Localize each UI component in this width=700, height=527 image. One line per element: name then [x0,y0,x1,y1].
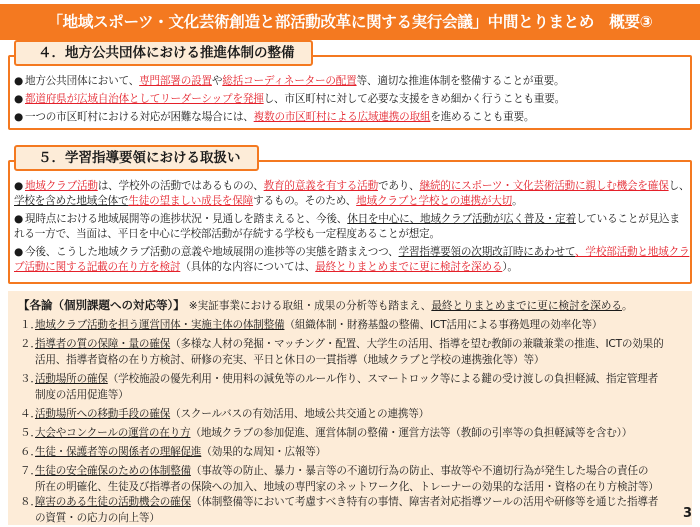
note-item-1: １．地域クラブ活動を担う運営団体・実施主体の体制整備（組織体制・財務基盤の整備、ICT活用による事務処理の効率化等） [20,319,603,331]
page-title: 「地域スポーツ・文化芸術創造と部活動改革に関する実行会議」中間とりまとめ 概要③ [0,4,700,40]
notes-panel [8,291,692,525]
note-item-6: ６．生徒・保護者等の関係者の理解促進（効果的な周知・広報等） [20,446,327,458]
page-number: 3 [682,506,692,521]
note-item-4: ４．活動場所への移動手段の確保（スクールバスの有効活用、地域公共交通との連携等） [20,408,430,420]
note-item-3: ３．活動場所の確保（学校施設の優先利用・使用料の減免等のルール作り、スマートロック等による鍵の受け渡しの負担軽減、指定管理者 制度の活用促進等） [20,373,658,401]
notes-heading: 【各論（個別課題への対応等）】 ※実証事業における取組・成果の分析等も踏まえ、最終とりまとめまでに更に検討を深める。 [18,298,633,312]
note-item-5: ５．大会やコンクールの運営の在り方（地域クラブの参加促進、運営体制の整備・運営方法等（教師の引率等の負担軽減等を含む）） [20,427,633,439]
note-item-7: ７．生徒の安全確保のための体制整備（事故等の防止、暴力・暴言等の不適切行為の防止、事故等や不適切行為が発生した場合の責任の 所在の明確化、生徒及び指導者の保険への加入、地域の専門家のネットワーク化、トレーナーの効果的な活用・資格の在り方検討等） [20,465,659,493]
s5-bullet-3: ● 今後、こうした地域クラブ活動の意義や地域展開の進捗等の実態を踏まえつつ、学習指導要領の次期改訂時にあわせて、学校部活動と地域クラブ活動に関する記載の在り方を検討（具体的な内容については、最終とりまとめまでに更に検討を深める）。 [14,246,690,273]
note-item-8: ８．障害のある生徒の活動機会の確保（体制整備等において考慮すべき特有の事情、障害者対応指導ツールの活用や研修等を通じた指導者 の資質・の応力の向上等） [20,496,659,524]
note-item-2: ２．指導者の質の保障・量の確保（多様な人材の発掘・マッチング・配置、大学生の活用、指導を望む教師の兼職兼業の推進、ICTの効果的 活用、指導者資格の在り方検討、研修の充実、平日と休日の一貫指導（地域クラブと学校の連携強化等）等） [20,338,664,366]
s5-bullet-1: ● 地域クラブ活動は、学校外の活動ではあるものの、教育的意義を有する活動であり、継続的にスポーツ・文化芸術活動に親しむ機会を確保し、学校を含めた地域全体で生徒の望ましい成長を保障するもの。そのため、地域クラブと学校との連携が大切。 [14,180,690,207]
section-4-heading: ４．地方公共団体における推進体制の整備 [14,40,313,66]
section-5-heading: ５．学習指導要領における取扱い [14,145,259,171]
s4-bullet-1: ● 地方公共団体において、専門部署の設置や総括コーディネーターの配置等、適切な推進体制を整備することが重要。 [14,75,565,87]
s4-bullet-3: ● 一つの市区町村における対応が困難な場合には、複数の市区町村による広域連携の取組を進めることも重要。 [14,111,535,123]
s4-bullet-2: ● 都道府県が広域自治体としてリーダーシップを発揮し、市区町村に対して必要な支援をきめ細かく行うことも重要。 [14,93,566,105]
s5-bullet-2: ● 現時点における地域展開等の進捗状況・見通しを踏まえると、今後、休日を中心に、地域クラブ活動が広く普及・定着していることが見込まれる一方で、当面は、平日を中心に学校部活動が存続する学校も一定程度あることが想定。 [14,213,680,240]
